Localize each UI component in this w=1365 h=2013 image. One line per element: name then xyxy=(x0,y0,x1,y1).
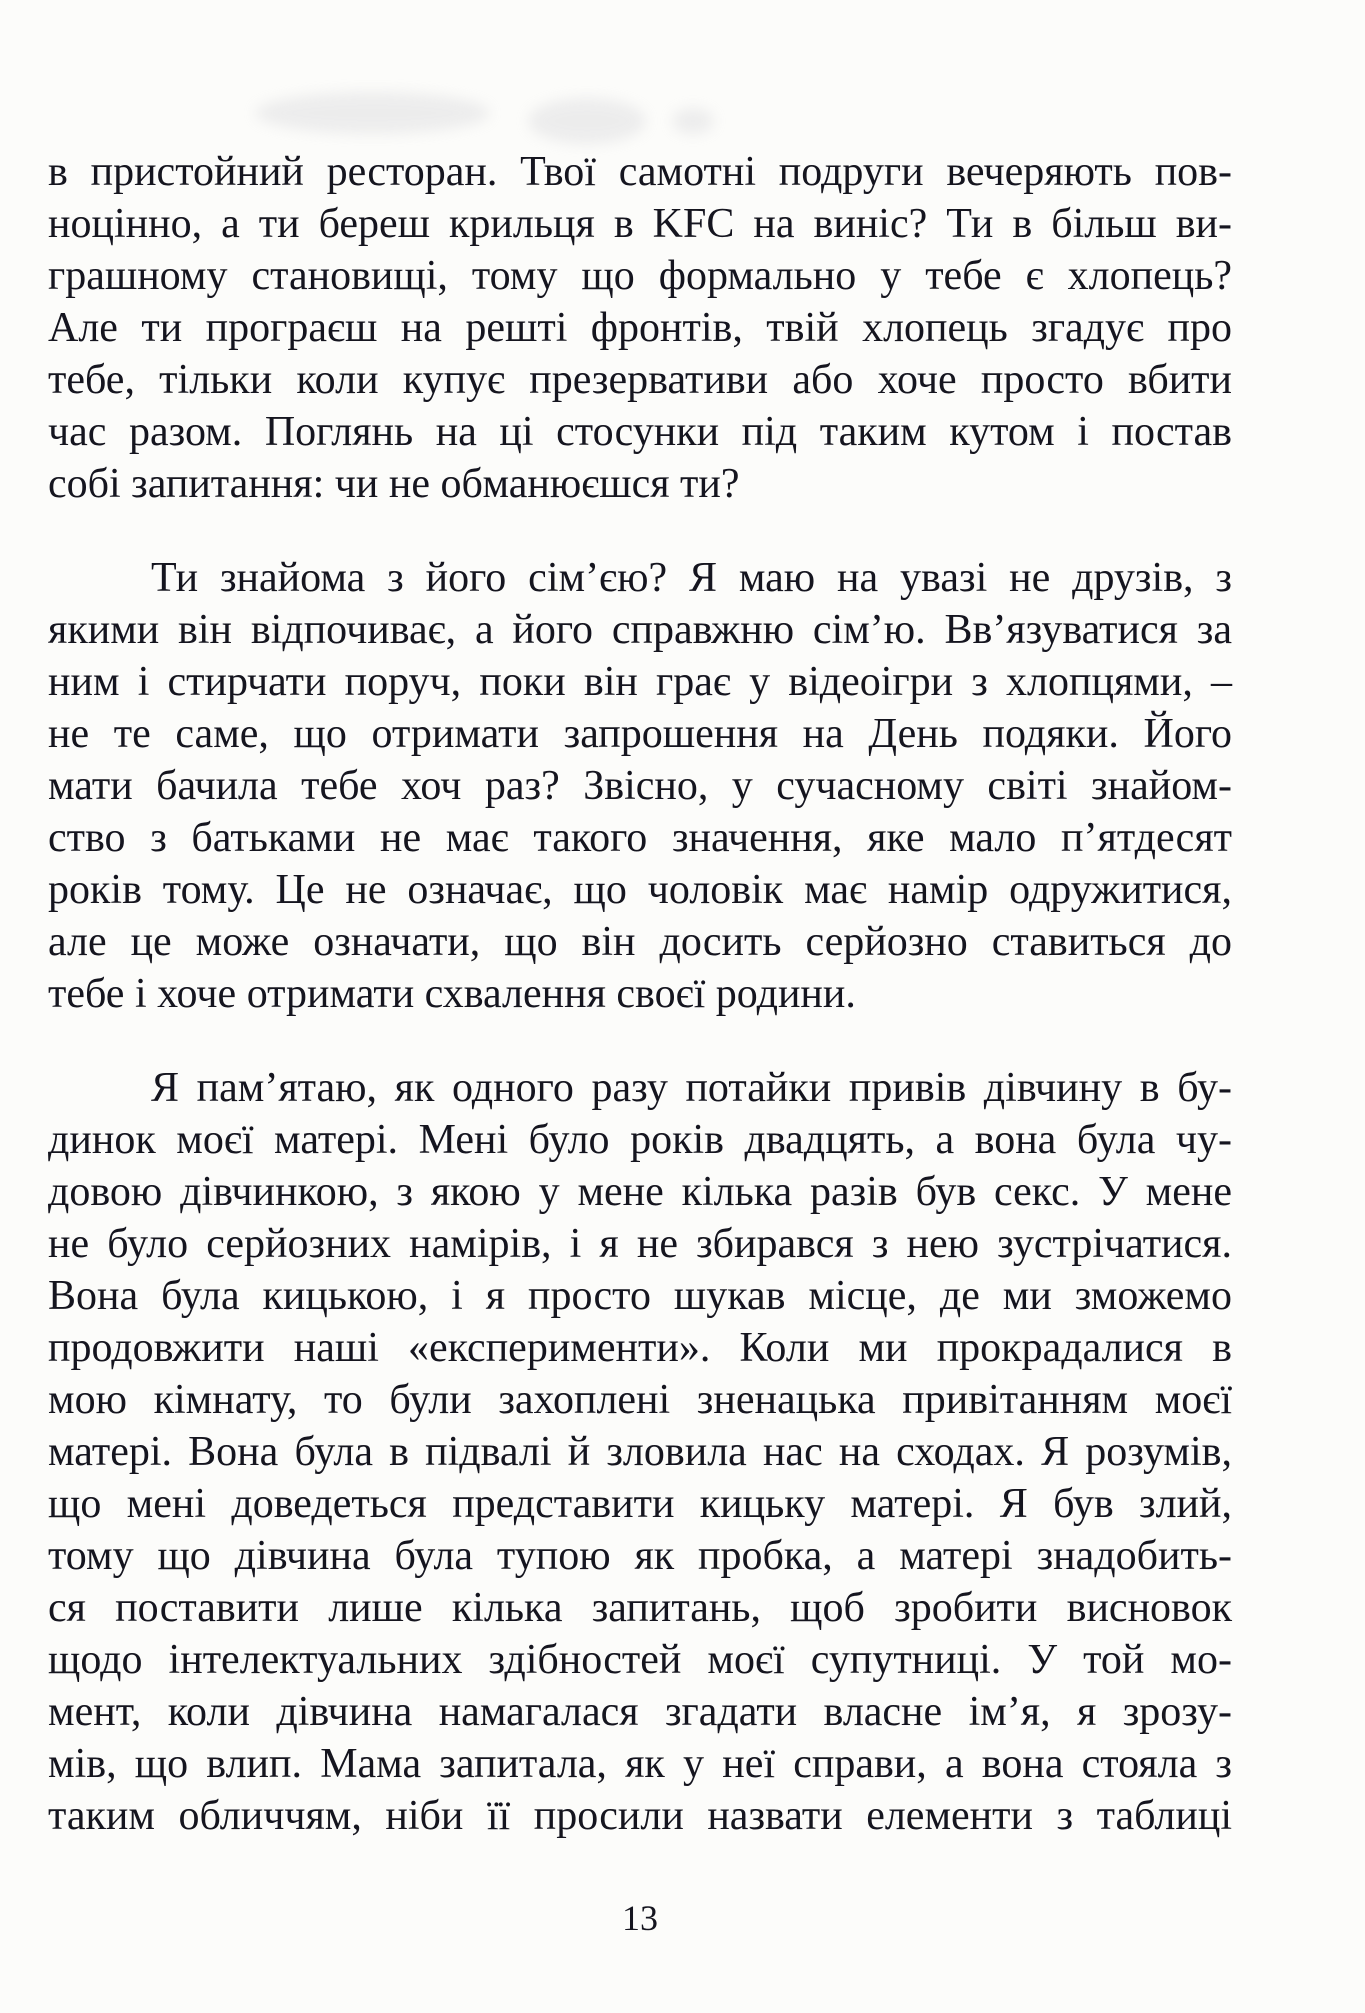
text-line: мів, що влип. Мама запитала, як у неї справи, а вона стояла з xyxy=(48,1741,1232,1787)
page-number: 13 xyxy=(622,1898,658,1938)
text-line: якими він відпочиває, а його справжню сім’ю. Вв’язуватися за xyxy=(48,607,1232,653)
text-line: Але ти програєш на решті фронтів, твій хлопець згадує про xyxy=(48,305,1232,351)
bleed-through-artifact xyxy=(528,98,646,144)
text-line: собі запитання: чи не обманюєшся ти? xyxy=(48,461,740,507)
text-line: час разом. Поглянь на ці стосунки під таким кутом і постав xyxy=(48,409,1232,455)
bleed-through-artifact xyxy=(255,92,490,134)
text-line: матері. Вона була в підвалі й зловила нас на сходах. Я розумів, xyxy=(48,1429,1232,1475)
text-line: продовжити наші «експерименти». Коли ми прокрадалися в xyxy=(48,1325,1232,1371)
text-line: Ти знайома з його сім’єю? Я маю на увазі не друзів, з xyxy=(151,555,1232,601)
text-line: мати бачила тебе хоч раз? Звісно, у сучасному світі знайом- xyxy=(48,763,1232,809)
text-line: мент, коли дівчина намагалася згадати власне ім’я, я зрозу- xyxy=(48,1689,1232,1735)
text-line: мою кімнату, то були захоплені зненацька привітанням моєї xyxy=(48,1377,1232,1423)
text-line: ся поставити лише кілька запитань, щоб зробити висновок xyxy=(48,1585,1232,1631)
text-line: динок моєї матері. Мені було років двадцять, а вона була чу- xyxy=(48,1117,1232,1163)
text-line: Я пам’ятаю, як одного разу потайки привів дівчину в бу- xyxy=(151,1065,1232,1111)
text-line: тебе і хоче отримати схвалення своєї родини. xyxy=(48,971,856,1017)
text-line: не було серйозних намірів, і я не збирався з нею зустрічатися. xyxy=(48,1221,1232,1267)
text-line: таким обличчям, ніби її просили назвати елементи з таблиці xyxy=(48,1793,1232,1839)
text-block xyxy=(48,146,1232,1884)
text-line: років тому. Це не означає, що чоловік має намір одружитися, xyxy=(48,867,1232,913)
text-line: але це може означати, що він досить серйозно ставиться до xyxy=(48,919,1232,965)
text-line: щодо інтелектуальних здібностей моєї супутниці. У той мо- xyxy=(48,1637,1232,1683)
text-line: тебе, тільки коли купує презервативи або хоче просто вбити xyxy=(48,357,1232,403)
text-line: що мені доведеться представити кицьку матері. Я був злий, xyxy=(48,1481,1232,1527)
text-line: грашному становищі, тому що формально у тебе є хлопець? xyxy=(48,253,1232,299)
text-line: ноцінно, а ти береш крильця в KFC на виніс? Ти в більш ви- xyxy=(48,201,1232,247)
text-line: Вона була кицькою, і я просто шукав місце, де ми зможемо xyxy=(48,1273,1232,1319)
text-line: в пристойний ресторан. Твої самотні подруги вечеряють пов- xyxy=(48,149,1232,195)
text-line: довою дівчинкою, з якою у мене кілька разів був секс. У мене xyxy=(48,1169,1232,1215)
text-line: ство з батьками не має такого значення, яке мало п’ятдесят xyxy=(48,815,1232,861)
text-line: не те саме, що отримати запрошення на День подяки. Його xyxy=(48,711,1232,757)
text-line: тому що дівчина була тупою як пробка, а матері знадобить- xyxy=(48,1533,1232,1579)
bleed-through-artifact xyxy=(672,108,714,134)
text-line: ним і стирчати поруч, поки він грає у відеоігри з хлопцями, – xyxy=(48,659,1232,705)
